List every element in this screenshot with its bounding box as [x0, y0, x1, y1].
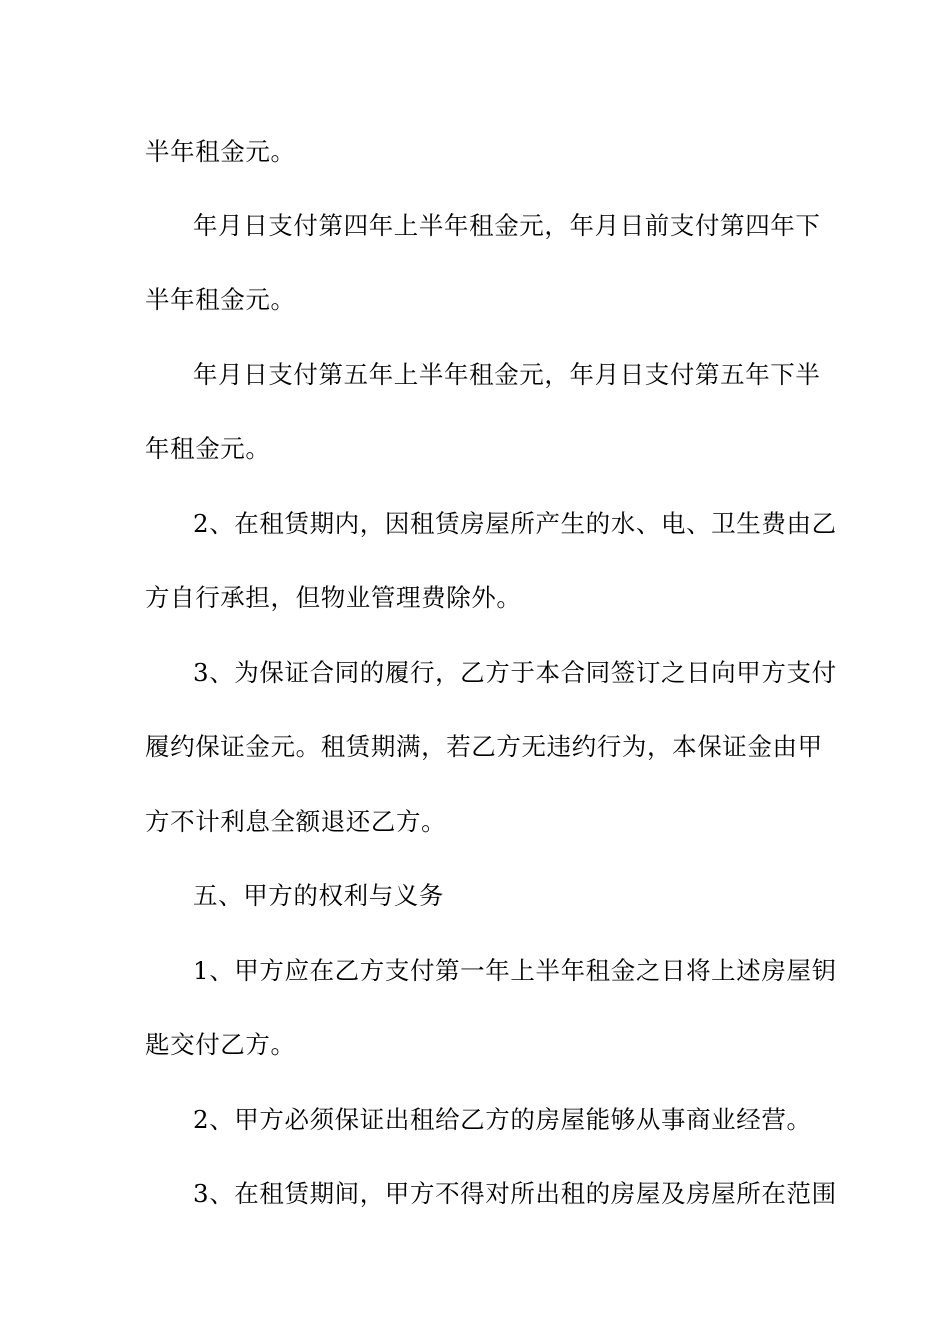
paragraph-line: 方不计利息全额退还乙方。 [145, 807, 447, 836]
paragraph-line: 半年租金元。 [145, 285, 296, 314]
paragraph-line: 年月日支付第四年上半年租金元，年月日前支付第四年下 [193, 211, 821, 240]
paragraph-line: 年租金元。 [145, 434, 271, 463]
paragraph-line: 半年租金元。 [145, 137, 296, 166]
paragraph-line: 1、甲方应在乙方支付第一年上半年租金之日将上述房屋钥 [193, 956, 837, 985]
paragraph-line: 3、在租赁期间，甲方不得对所出租的房屋及房屋所在范围 [193, 1179, 837, 1208]
paragraph-line: 匙交付乙方。 [145, 1030, 296, 1059]
paragraph-line: 3、为保证合同的履行，乙方于本合同签订之日向甲方支付 [193, 658, 837, 687]
paragraph-line: 2、在租赁期内，因租赁房屋所产生的水、电、卫生费由乙 [193, 509, 837, 538]
paragraph-line: 年月日支付第五年上半年租金元，年月日支付第五年下半 [193, 360, 821, 389]
paragraph-line: 2、甲方必须保证出租给乙方的房屋能够从事商业经营。 [193, 1105, 812, 1134]
section-heading: 五、甲方的权利与义务 [193, 881, 444, 910]
paragraph-line: 方自行承担，但物业管理费除外。 [145, 583, 522, 612]
paragraph-line: 履约保证金元。租赁期满，若乙方无违约行为，本保证金由甲 [145, 732, 823, 761]
